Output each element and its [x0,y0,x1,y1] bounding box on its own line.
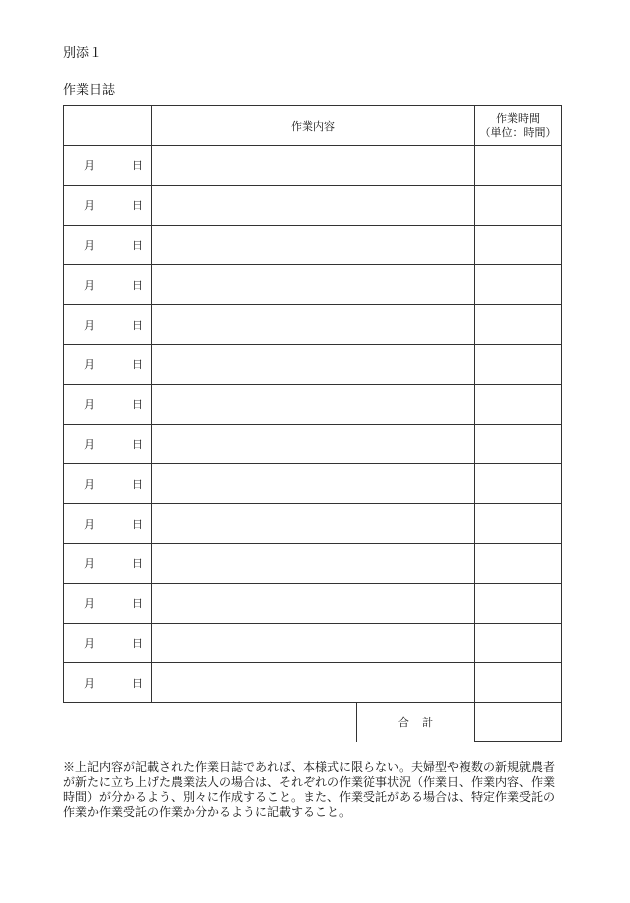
work-log-table [63,105,562,742]
work-hours-cell[interactable] [475,623,562,663]
table-row [64,185,562,225]
work-hours-cell[interactable] [475,663,562,703]
work-content-cell[interactable] [152,344,475,384]
month-label: 月 [84,398,95,412]
work-hours-cell[interactable] [475,384,562,424]
date-cell[interactable] [64,384,152,424]
table-body [64,146,562,703]
table-row [64,543,562,583]
date-cell[interactable] [64,146,152,186]
table-row [64,265,562,305]
work-content-cell[interactable] [152,265,475,305]
work-hours-cell[interactable] [475,146,562,186]
work-content-cell[interactable] [152,305,475,345]
work-content-cell[interactable] [152,464,475,504]
month-label: 月 [84,238,95,252]
attachment-label: 別添１ [63,46,103,61]
work-content-cell[interactable] [152,663,475,703]
date-cell[interactable] [64,344,152,384]
work-content-cell[interactable] [152,146,475,186]
month-label: 月 [84,557,95,571]
table-row [64,623,562,663]
work-hours-cell[interactable] [475,344,562,384]
day-label: 日 [132,159,143,173]
day-label: 日 [132,437,143,451]
table-row [64,424,562,464]
day-label: 日 [132,477,143,491]
hours-header [475,106,562,146]
footnote: ※上記内容が記載された作業日誌であれば、本様式に限らない。夫婦型や複数の新規就農者が新たに立ち上げた農業法人の場合は、それぞれの作業従事状況（作業日、作業内容、作業時間）が分かるよう、別々に作成すること。また、作業受託がある場合は、特定作業受託の作業か作業受託の作業か分かるように記載すること。 [63,760,556,819]
date-cell[interactable] [64,663,152,703]
work-content-cell[interactable] [152,384,475,424]
day-label: 日 [132,318,143,332]
table-row [64,583,562,623]
day-label: 日 [132,278,143,292]
work-hours-cell[interactable] [475,583,562,623]
month-label: 月 [84,358,95,372]
month-label: 月 [84,437,95,451]
date-cell[interactable] [64,185,152,225]
table-row [64,305,562,345]
day-label: 日 [132,398,143,412]
month-label: 月 [84,517,95,531]
month-label: 月 [84,159,95,173]
work-content-cell[interactable] [152,543,475,583]
document-title: 作業日誌 [63,83,116,98]
work-hours-cell[interactable] [475,225,562,265]
day-label: 日 [132,676,143,690]
month-label: 月 [84,199,95,213]
table-row [64,504,562,544]
date-cell[interactable] [64,225,152,265]
content-header: 作業内容 [152,106,475,146]
date-cell[interactable] [64,265,152,305]
day-label: 日 [132,517,143,531]
work-content-cell[interactable] [152,225,475,265]
date-cell[interactable] [64,543,152,583]
date-cell[interactable] [64,623,152,663]
table-row [64,663,562,703]
month-label: 月 [84,477,95,491]
work-hours-cell[interactable] [475,265,562,305]
work-content-cell[interactable] [152,185,475,225]
month-label: 月 [84,278,95,292]
work-hours-cell[interactable] [475,464,562,504]
total-label: 合計 [356,703,474,742]
table-row [64,384,562,424]
month-label: 月 [84,636,95,650]
date-cell[interactable] [64,464,152,504]
date-cell[interactable] [64,583,152,623]
work-hours-cell[interactable] [475,504,562,544]
table-row [64,225,562,265]
work-content-cell[interactable] [152,504,475,544]
month-label: 月 [84,676,95,690]
total-row [64,703,562,742]
date-cell[interactable] [64,504,152,544]
total-row-spacer-wide [152,703,475,742]
work-hours-cell[interactable] [475,424,562,464]
work-content-cell[interactable] [152,424,475,464]
date-cell[interactable] [64,424,152,464]
total-hours-cell[interactable] [475,703,562,742]
table-row [64,464,562,504]
work-hours-cell[interactable] [475,543,562,583]
table-row [64,146,562,186]
table-row [64,344,562,384]
day-label: 日 [132,597,143,611]
day-label: 日 [132,636,143,650]
total-row-spacer [64,703,152,742]
work-hours-cell[interactable] [475,185,562,225]
work-content-cell[interactable] [152,583,475,623]
day-label: 日 [132,199,143,213]
date-header-cell [64,106,152,146]
work-hours-cell[interactable] [475,305,562,345]
month-label: 月 [84,597,95,611]
work-content-cell[interactable] [152,623,475,663]
day-label: 日 [132,238,143,252]
table-header-row [64,106,562,146]
month-label: 月 [84,318,95,332]
hours-header-title: 作業時間 [496,111,540,125]
day-label: 日 [132,557,143,571]
hours-header-unit: （単位：時間） [479,125,557,139]
date-cell[interactable] [64,305,152,345]
day-label: 日 [132,358,143,372]
